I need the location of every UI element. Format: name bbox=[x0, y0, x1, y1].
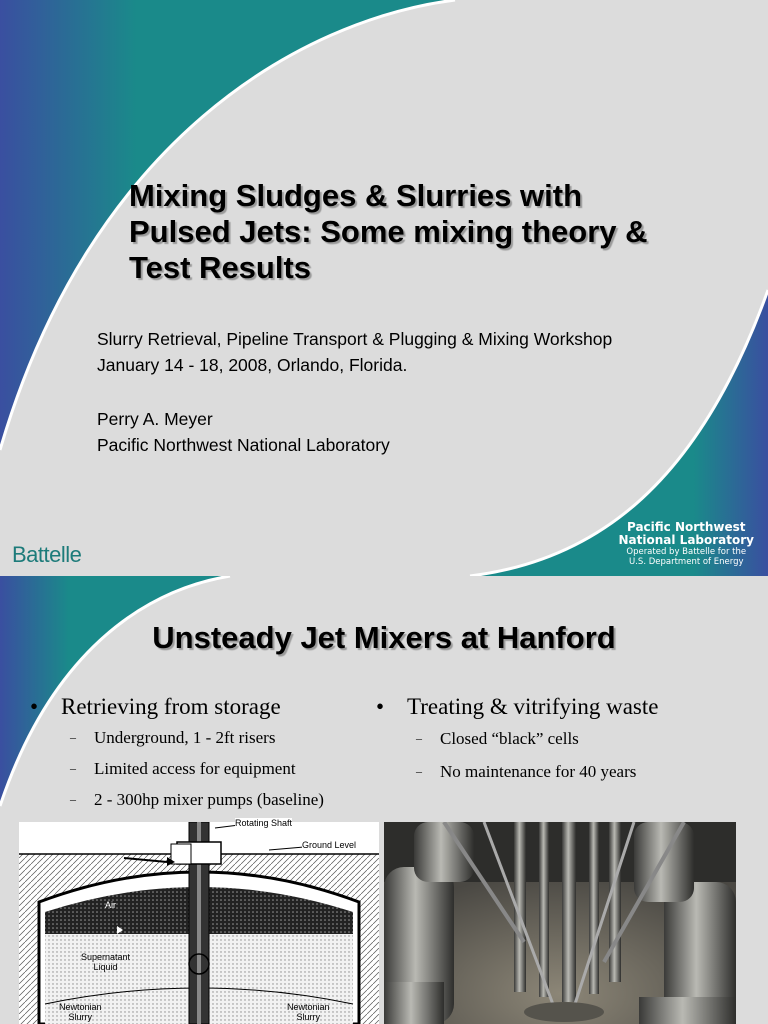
tank-diagram bbox=[19, 818, 379, 1024]
pnnl-logo-line: National Laboratory bbox=[618, 533, 754, 547]
tank-diagram-drawing bbox=[19, 822, 379, 1024]
supernatant-line: Liquid bbox=[93, 962, 118, 972]
author-info bbox=[97, 406, 390, 458]
supernatant-label bbox=[81, 952, 130, 972]
sub-bullet-list bbox=[30, 722, 370, 815]
content-slide bbox=[0, 576, 768, 1024]
sub-bullet-item: – Limited access for equipment bbox=[30, 753, 370, 784]
bullet-item: • Retrieving from storage bbox=[30, 692, 370, 722]
left-column bbox=[30, 692, 370, 815]
title-line: Mixing Sludges & Slurries with bbox=[129, 178, 583, 213]
pnnl-logo bbox=[619, 521, 754, 567]
pnnl-logo-line: Pacific Northwest bbox=[626, 520, 746, 534]
event-line: January 14 - 18, 2008, Orlando, Florida. bbox=[97, 355, 408, 375]
author-affiliation: Pacific Northwest National Laboratory bbox=[97, 435, 390, 455]
sub-bullet-item: – No maintenance for 40 years bbox=[376, 755, 736, 788]
newtonian-slurry-left-label bbox=[59, 1002, 102, 1022]
newtonian-line: Newtonian bbox=[287, 1002, 330, 1012]
ground-level-label: Ground Level bbox=[302, 840, 357, 850]
rotating-shaft-label: Rotating Shaft bbox=[235, 818, 293, 828]
sub-bullet-item: – Closed “black” cells bbox=[376, 722, 736, 755]
mixer-photo-illustration bbox=[384, 822, 736, 1024]
newtonian-line: Slurry bbox=[296, 1012, 321, 1022]
title-line: Test Results bbox=[129, 250, 312, 285]
newtonian-slurry-right-label bbox=[287, 1002, 330, 1022]
right-column bbox=[376, 692, 736, 788]
sub-bullet-item: – Underground, 1 - 2ft risers bbox=[30, 722, 370, 753]
sub-bullet-list bbox=[376, 722, 736, 788]
slide-title bbox=[129, 178, 729, 286]
slide-title: Unsteady Jet Mixers at Hanford bbox=[152, 620, 616, 655]
newtonian-line: Newtonian bbox=[59, 1002, 102, 1012]
bullet-item: • Treating & vitrifying waste bbox=[376, 692, 736, 722]
author-name: Perry A. Meyer bbox=[97, 409, 213, 429]
pnnl-logo-line: Operated by Battelle for the bbox=[626, 547, 747, 557]
event-line: Slurry Retrieval, Pipeline Transport & Plugging & Mixing Workshop bbox=[97, 329, 613, 349]
sub-bullet-item: – 2 - 300hp mixer pumps (baseline) bbox=[30, 784, 370, 815]
newtonian-line: Slurry bbox=[68, 1012, 93, 1022]
title-line: Pulsed Jets: Some mixing theory & bbox=[129, 214, 648, 249]
supernatant-line: Supernatant bbox=[81, 952, 131, 962]
mixer-photo bbox=[384, 822, 736, 1024]
pnnl-logo-line: U.S. Department of Energy bbox=[629, 557, 744, 567]
battelle-logo: Battelle bbox=[12, 542, 82, 567]
air-label: Air bbox=[105, 900, 116, 910]
event-info bbox=[97, 326, 612, 378]
